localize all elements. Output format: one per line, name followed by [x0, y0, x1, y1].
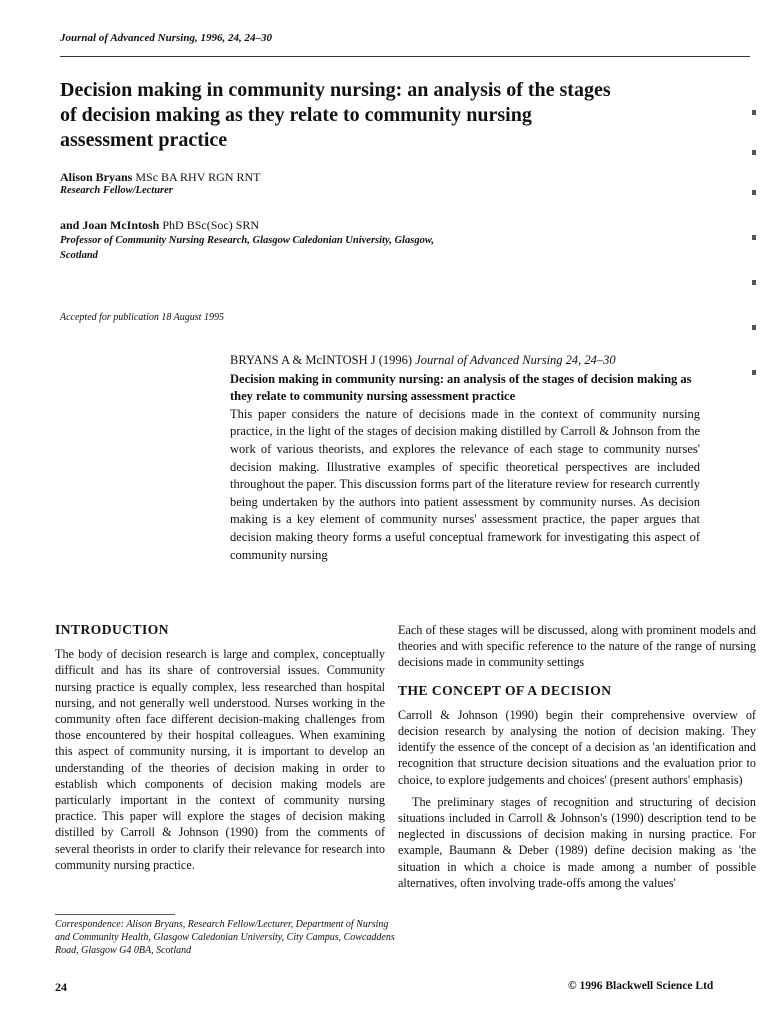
- author-name: and Joan McIntosh: [60, 218, 160, 232]
- concept-paragraph-2: The preliminary stages of recognition and structuring of decision situations included in Carroll & Johnson's (1990) description tend to be neglected in discussions of decision making in nursing practice. For example, Baumann & Deber (1989) define decision making as 'the situation in which a choice is made among a number of possible alternatives, often involving trade-offs among the values': [398, 794, 756, 890]
- margin-scan-marks: [748, 110, 762, 410]
- concept-heading: THE CONCEPT OF A DECISION: [398, 682, 612, 698]
- copyright-notice: © 1996 Blackwell Science Ltd: [568, 980, 714, 992]
- author-role: Research Fellow/Lecturer: [60, 185, 173, 196]
- concept-paragraph-1: Carroll & Johnson (1990) begin their comprehensive overview of decision research by analysing the notion of decision making. They identify the essence of the concept of a decision as 'an identification and recognition that structure decision situations and the evaluation prior to choice, to explore judgements and choices' (present authors' emphasis): [398, 707, 756, 787]
- citation-journal: Journal of Advanced Nursing 24, 24–30: [415, 353, 616, 367]
- abstract-body: This paper considers the nature of decisions made in the context of community nursing practice, in the light of the stages of decision making distilled by Carroll & Johnson from the work of various theorists, and explores the relevance of each stage to community nurses' decision making. Illustrative examples of specific theoretical perspectives are included throughout the paper. This discussion forms part of the literature review for research currently being undertaken by the authors into patient assessment by community nurses. As decision making is a key element of community nurses' assessment practice, the paper argues that decision making theory forms a useful conceptual framework for investigating this aspect of community nursing: [230, 406, 700, 562]
- author-affiliation: Scotland: [60, 250, 98, 261]
- author-block-2: [60, 218, 520, 263]
- right-column: [398, 622, 756, 897]
- abstract-title: Decision making in community nursing: an analysis of the stages of decision making as they relate to community nursing assessment practice: [230, 371, 692, 404]
- scan-mark: [752, 280, 756, 285]
- scan-mark: [752, 190, 756, 195]
- abstract: [230, 352, 700, 564]
- correspondence-footnote: Correspondence: Alison Bryans, Research Fellow/Lecturer, Department of Nursing and Community Health, Glasgow Caledonian University, City Campus, Cowcaddens Road, Glasgow G4 0BA, Scotland: [55, 919, 395, 956]
- author-name: Alison Bryans: [60, 170, 133, 184]
- accepted-date: Accepted for publication 18 August 1995: [60, 312, 224, 323]
- header-rule: [60, 56, 750, 57]
- abstract-citation: [230, 352, 700, 370]
- intro-paragraph: The body of decision research is large and complex, conceptually difficult and has its share of controversial issues. Community nursing practice is equally complex, less researched than hospital nursing, and not generally well understood. Nurses working in the community often face different decision-making challenges from those encountered by their hospital colleagues. When examining this aspect of community nursing, it is important to develop an understanding of the theories of decision making in order to establish which components of decision making models are particularly important in the context of community nursing practice. This paper will explore the stages of decision making distilled by Carroll & Johnson (1990) from the comments of several theorists in order to clarify their relevance for research into community nursing practice.: [55, 647, 385, 872]
- scan-mark: [752, 150, 756, 155]
- citation-authors: BRYANS A & McINTOSH J (1996): [230, 353, 413, 367]
- author-block-1: [60, 170, 261, 196]
- intro-heading: INTRODUCTION: [55, 622, 170, 637]
- article-title: Decision making in community nursing: an analysis of the stages of decision making as they relate to community nursing assessment practice: [60, 79, 611, 151]
- stages-paragraph: Each of these stages will be discussed, along with prominent models and theories and with specific reference to the nature of the range of nursing decisions made in community settings: [398, 623, 756, 670]
- author-degrees: PhD BSc(Soc) SRN: [162, 218, 260, 232]
- scan-mark: [752, 110, 756, 115]
- scan-mark: [752, 235, 756, 240]
- author-role: Professor of Community Nursing Research, Glasgow Caledonian University, Glasgow,: [60, 235, 435, 246]
- page-number: 24: [55, 980, 67, 994]
- footnote-rule: [55, 914, 175, 915]
- left-column: [55, 622, 385, 879]
- author-degrees: MSc BA RHV RGN RNT: [135, 170, 261, 184]
- running-header: Journal of Advanced Nursing, 1996, 24, 24–30: [60, 32, 272, 44]
- scan-mark: [752, 325, 756, 330]
- scan-mark: [752, 370, 756, 375]
